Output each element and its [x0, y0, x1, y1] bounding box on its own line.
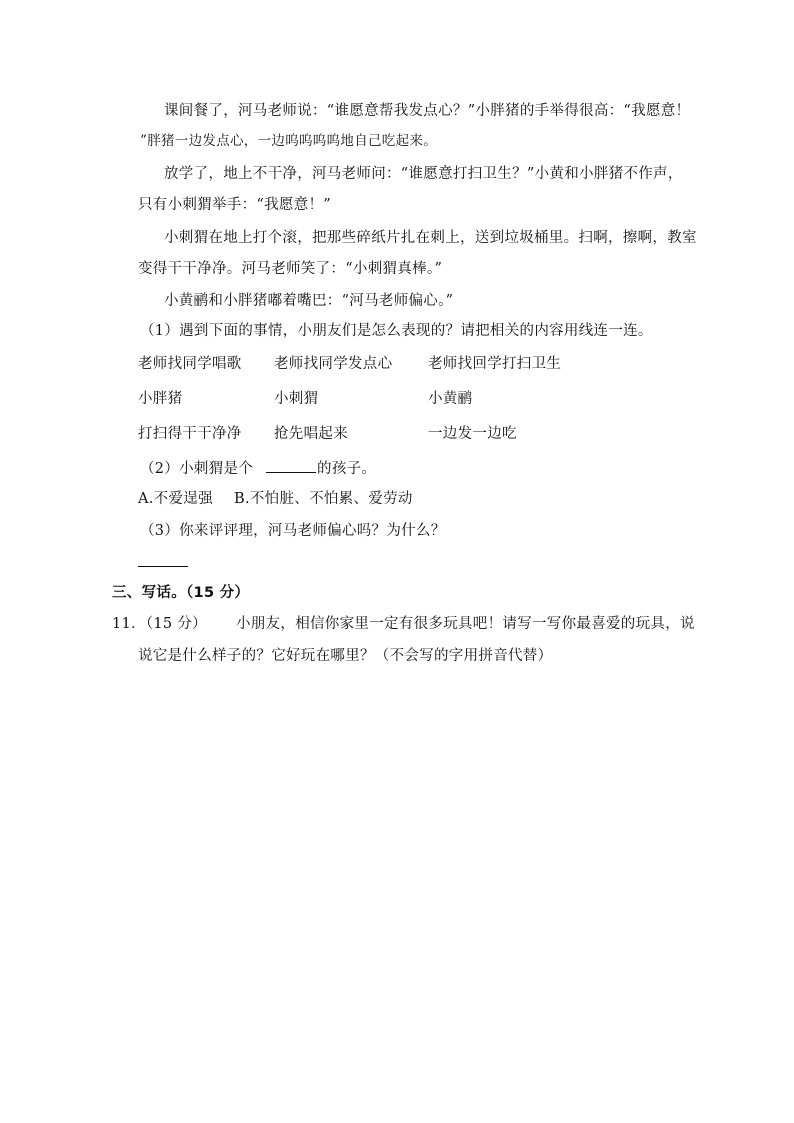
q1-event-3: 老师找回学打扫卫生	[428, 356, 562, 372]
q1-name-3: 小黄鹂	[428, 391, 473, 407]
q2-option-b: B.不怕脏、不怕累、爱劳动	[234, 491, 413, 507]
q2-prompt-after: 的孩子。	[317, 461, 377, 477]
story-paragraph-2-line-1: 放学了，地上不干净，河马老师问：“谁愿意打扫卫生？”小黄和小胖猪不作声，	[164, 166, 683, 182]
q1-name-1: 小胖猪	[138, 391, 183, 407]
story-paragraph-1-line-1: 课间餐了，河马老师说：“谁愿意帮我发点心？”小胖猪的手举得很高：“我愿意！	[164, 103, 691, 119]
question-3-prompt: （3）你来评评理，河马老师偏心吗？为什么？	[140, 523, 446, 539]
q1-behavior-3: 一边发一边吃	[428, 426, 517, 442]
story-paragraph-3-line-1: 小刺猬在地上打个滚，把那些碎纸片扎在刺上，送到垃圾桶里。扫啊，擦啊，教室	[164, 230, 697, 246]
q2-answer-blank[interactable]	[266, 458, 316, 473]
story-paragraph-1-line-2: ”胖猪一边发点心，一边呜呜呜呜地自己吃起来。	[140, 133, 438, 149]
question-11-line-1: 小朋友，相信你家里一定有很多玩具吧！请写一写你最喜爱的玩具，说	[236, 616, 695, 632]
q1-behavior-2: 抢先唱起来	[274, 426, 348, 442]
q2-option-a: A.不爱逞强	[138, 491, 213, 507]
q1-event-1: 老师找同学唱歌	[138, 356, 242, 372]
story-paragraph-4-line-1: 小黄鹂和小胖猪嘟着嘴巴：“河马老师偏心。”	[164, 293, 454, 309]
story-paragraph-2-line-2: 只有小刺猬举手：“我愿意！”	[138, 197, 332, 213]
section-3-heading: 三、写话。（15 分）	[112, 585, 250, 601]
q3-answer-line[interactable]	[138, 566, 188, 567]
q1-name-2: 小刺猬	[274, 391, 319, 407]
question-11-number: 11．（15 分）	[112, 616, 207, 632]
question-2-prompt	[140, 458, 376, 479]
q1-event-2: 老师找同学发点心	[274, 356, 393, 372]
question-11-line-2: 说它是什么样子的？它好玩在哪里？（不会写的字用拼音代替）	[138, 648, 553, 664]
q2-prompt-before: （2）小刺猬是个	[140, 461, 254, 477]
story-paragraph-3-line-2: 变得干干净净。河马老师笑了：“小刺猬真棒。”	[138, 261, 443, 277]
q1-behavior-1: 打扫得干干净净	[138, 426, 242, 442]
question-1-prompt: （1）遇到下面的事情，小朋友们是怎么表现的？请把相关的内容用线连一连。	[140, 323, 653, 339]
